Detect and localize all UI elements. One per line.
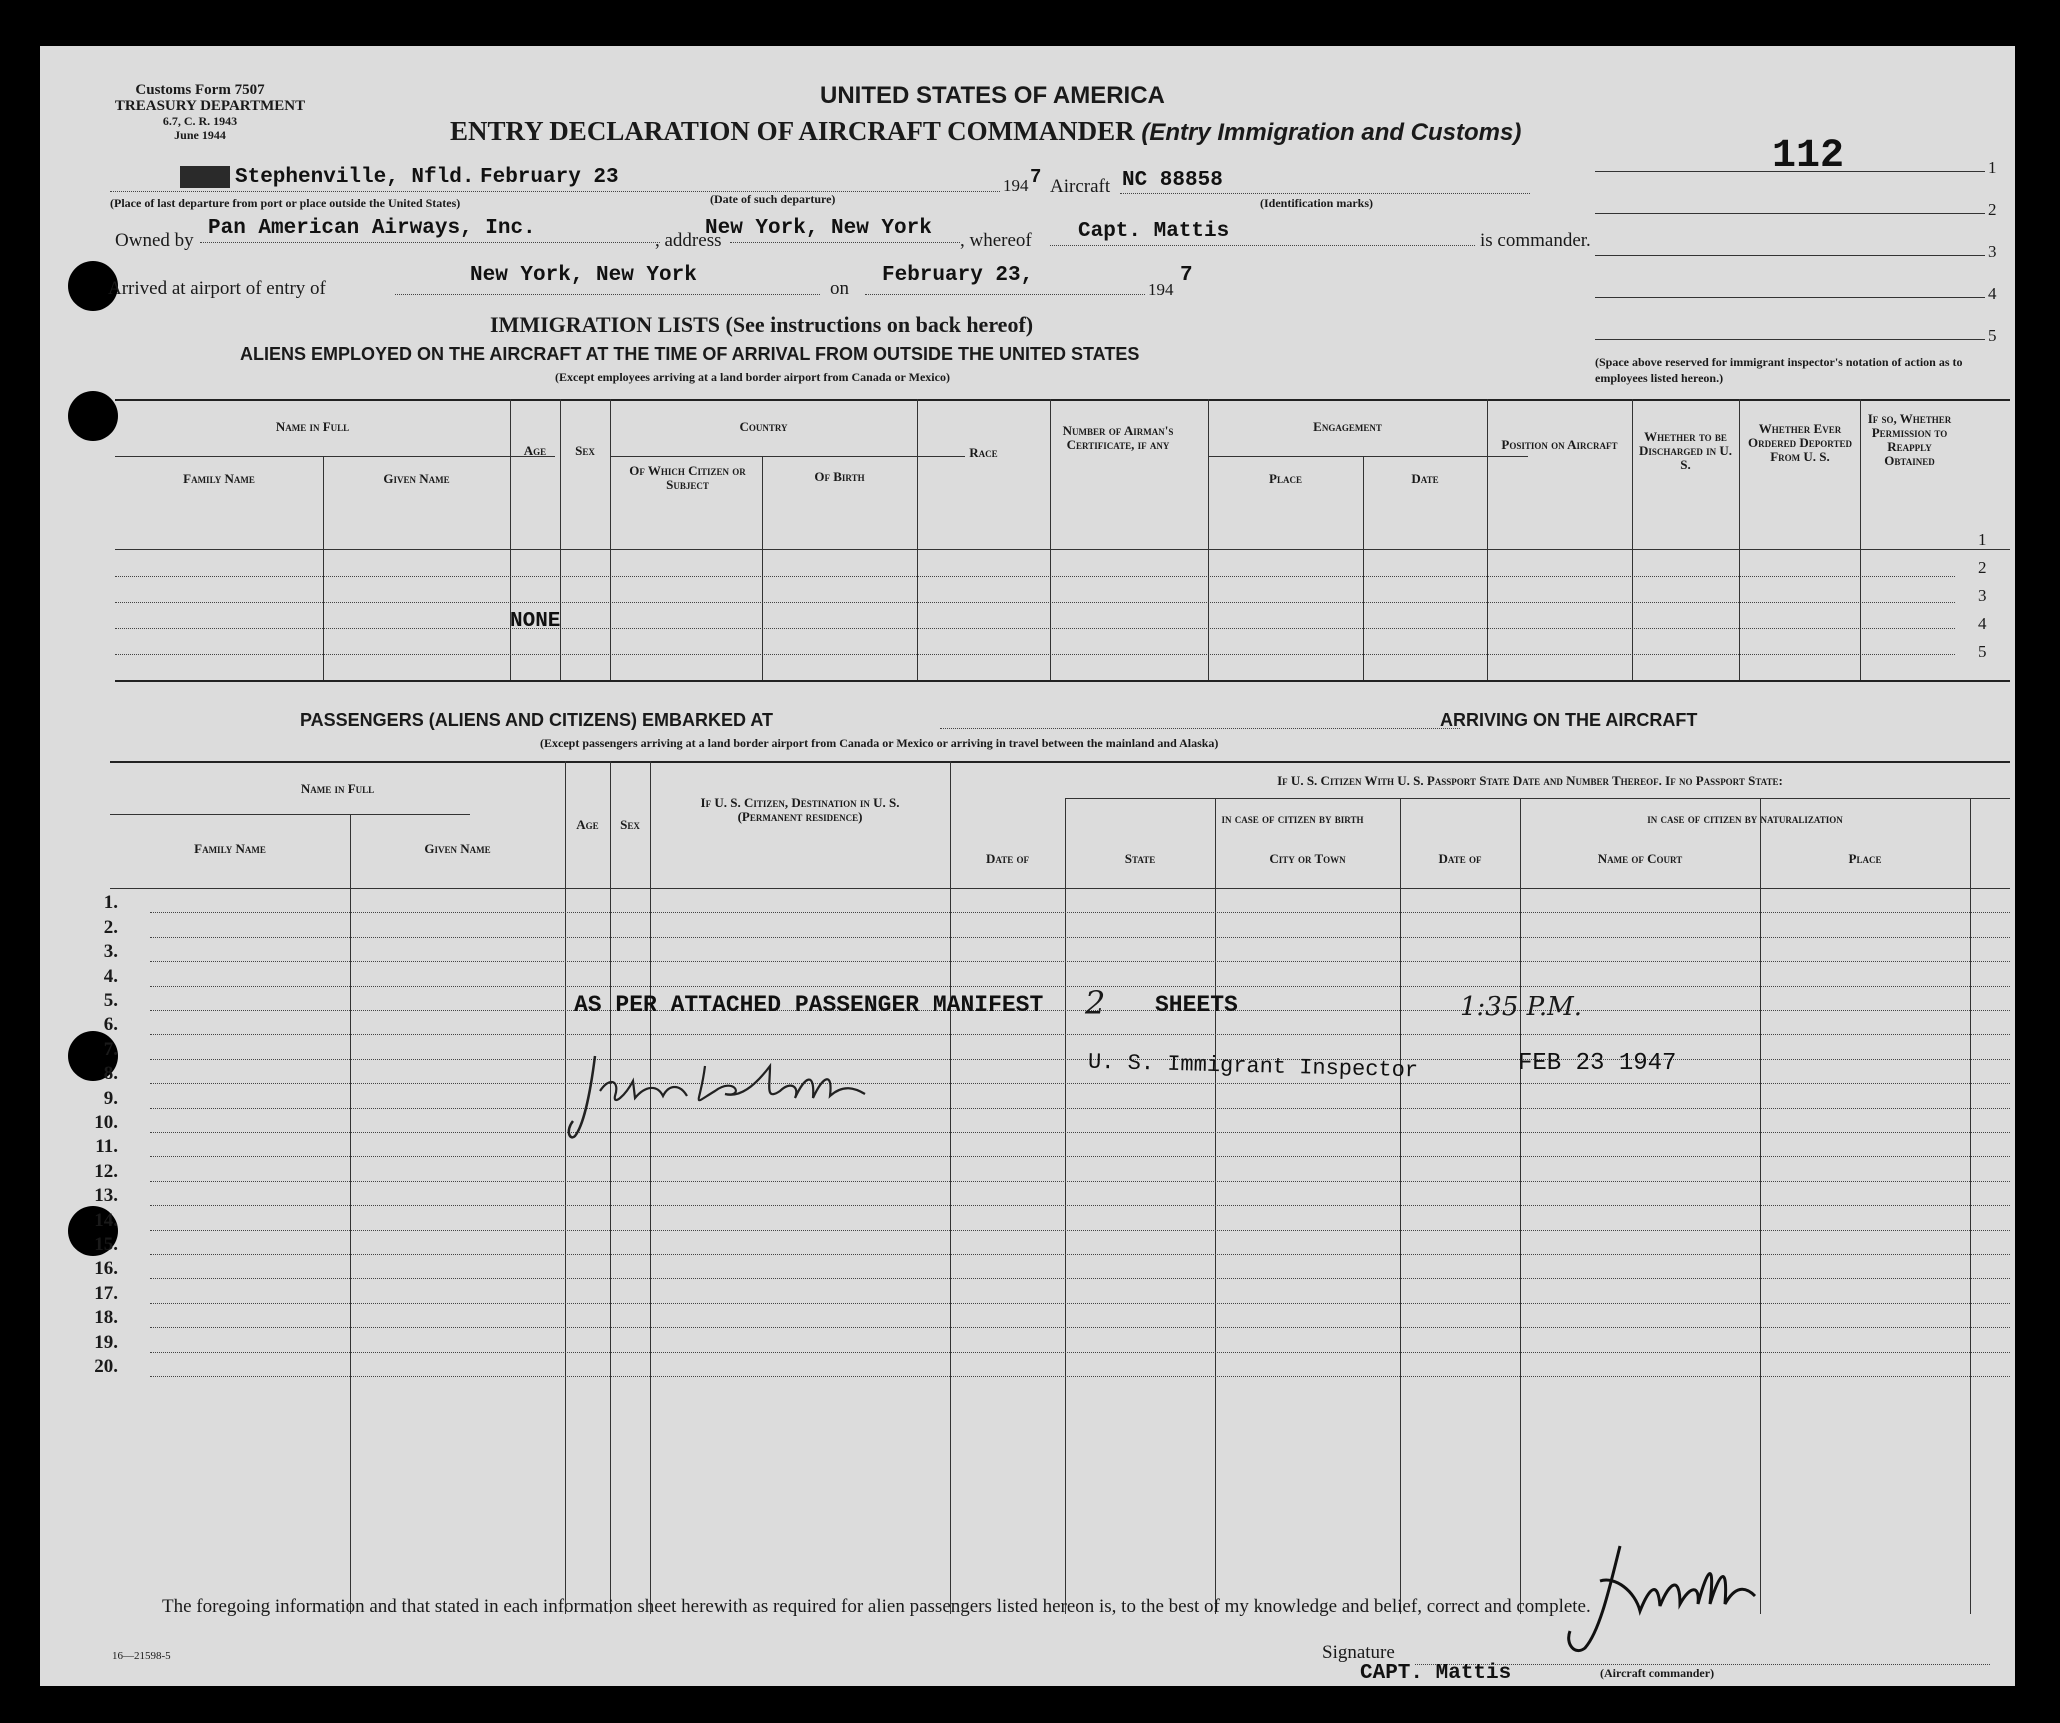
reserved-note: (Space above reserved for immigrant inspector's notation of action as to employees listed hereon.)	[1595, 355, 1963, 385]
arrival-year-digit: 7	[1180, 264, 1193, 287]
immigration-heading: IMMIGRATION LISTS (See instructions on back hereof)	[490, 312, 1034, 337]
pax-col-family-name: Family Name	[194, 841, 266, 856]
date-caption: (Date of such departure)	[710, 192, 836, 206]
passenger-row-line	[150, 1059, 2010, 1060]
passenger-row-number: 11.	[95, 1136, 118, 1158]
pax-col-city: City or Town	[1269, 851, 1346, 866]
col-sex: Sex	[575, 443, 595, 458]
pax-col-birth-date: Date of	[986, 851, 1029, 866]
col-engagement: Engagement	[1313, 419, 1382, 434]
passenger-row-line	[150, 1230, 2010, 1231]
marks-caption: (Identification marks)	[1260, 196, 1373, 210]
departure-date: February 23	[480, 166, 619, 189]
is-commander-label: is commander.	[1480, 230, 1591, 251]
crew-none-entry: NONE	[510, 610, 561, 633]
form-title	[450, 116, 1521, 147]
passenger-row-number: 4.	[103, 965, 118, 987]
departure-place: Stephenville, Nfld.	[235, 166, 475, 189]
pax-col-by-birth: in case of citizen by birth	[1221, 811, 1364, 826]
manifest-text: AS PER ATTACHED PASSENGER MANIFEST	[574, 992, 1044, 1018]
passenger-row-line	[150, 1303, 2010, 1304]
col-birth: Of Birth	[814, 469, 865, 484]
crew-row-number: 2	[1978, 558, 1987, 577]
footer-statement: The foregoing information and that stated in each information sheet herewith as required for alien passengers listed hereon is, to the best of my knowledge and belief, correct and complete.	[162, 1596, 1591, 1617]
col-given-name: Given Name	[383, 471, 450, 486]
passenger-row-line	[150, 1083, 2010, 1084]
form-cfr: 6.7, C. R. 1943	[162, 114, 238, 128]
pax-col-place: Place	[1848, 851, 1882, 866]
col-name-in-full: Name in Full	[275, 419, 350, 434]
passenger-row-number: 13.	[94, 1185, 118, 1207]
passenger-row-number: 8.	[103, 1063, 118, 1085]
col-engagement-place: Place	[1269, 471, 1302, 486]
passenger-row-line	[150, 937, 2010, 938]
pax-col-destination: If U. S. Citizen, Destination in U. S. (Permanent residence)	[700, 795, 900, 824]
manifest-sheets: SHEETS	[1155, 992, 1238, 1018]
col-engagement-date: Date	[1411, 471, 1439, 486]
inspector-stamp-date: FEB 23 1947	[1518, 1050, 1677, 1077]
immigration-note: (Except employees arriving at a land border airport from Canada or Mexico)	[555, 370, 950, 384]
handwritten-time: 1:35 P.M.	[1460, 992, 1583, 1022]
col-deported: Whether Ever Ordered Deported From U. S.	[1748, 421, 1852, 464]
passenger-row-number: 7.	[103, 1038, 118, 1060]
arrival-year-prefix: 194	[1148, 280, 1174, 299]
right-number: 1	[1988, 158, 1997, 177]
pax-col-age: Age	[576, 817, 599, 832]
passenger-row-line	[150, 1327, 2010, 1328]
pax-col-given-name: Given Name	[424, 841, 491, 856]
inspector-title: U. S. Immigrant Inspector	[1087, 1049, 1419, 1084]
aircraft-marks: NC 88858	[1122, 169, 1223, 192]
arrival-date: February 23,	[882, 264, 1034, 287]
col-age: Age	[523, 443, 547, 458]
whereof-label: , whereof	[960, 230, 1032, 251]
inspector-signature	[565, 1036, 895, 1146]
immigration-subheading: ALIENS EMPLOYED ON THE AIRCRAFT AT THE TIME OF ARRIVAL FROM OUTSIDE THE UNITED STATES	[240, 344, 1140, 364]
year-digit: 7	[1030, 166, 1042, 188]
passengers-heading-right: ARRIVING ON THE AIRCRAFT	[1440, 710, 1698, 730]
passenger-row-line	[150, 1010, 2010, 1011]
passenger-row-number: 18.	[94, 1307, 118, 1329]
commander: Capt. Mattis	[1078, 220, 1230, 243]
col-race: Race	[969, 445, 998, 460]
passenger-row-number: 6.	[103, 1014, 118, 1036]
passenger-row-line	[150, 1181, 2010, 1182]
passenger-row-number: 17.	[94, 1282, 118, 1304]
col-citizen-of: Of Which Citizen or Subject	[629, 463, 746, 492]
col-family-name: Family Name	[183, 471, 255, 486]
arrival-airport: New York, New York	[470, 264, 697, 287]
passenger-row-number: 20.	[94, 1356, 118, 1377]
right-number: 4	[1988, 284, 1997, 303]
passenger-row-line	[150, 1034, 2010, 1035]
passenger-row-number: 12.	[94, 1160, 118, 1182]
passenger-row-number: 2.	[103, 916, 118, 938]
passenger-row-line	[150, 912, 2010, 913]
manifest-count: 2	[1085, 984, 1106, 1022]
commander-signature	[1540, 1536, 1780, 1656]
form-page	[40, 46, 2015, 1686]
address: New York, New York	[705, 217, 932, 240]
passenger-row-line	[150, 1205, 2010, 1206]
aircraft-label: Aircraft	[1050, 176, 1111, 197]
passenger-row-number: 10.	[94, 1112, 118, 1133]
signature-label: Signature	[1322, 1642, 1395, 1663]
passenger-row-line	[150, 1132, 2010, 1133]
form-date: June 1944	[174, 128, 226, 142]
crew-row-number: 1	[1978, 530, 1987, 549]
passenger-row-number: 15.	[94, 1234, 118, 1255]
col-position: Position on Aircraft	[1501, 437, 1618, 452]
form-title-main: ENTRY DECLARATION OF AIRCRAFT COMMANDER	[450, 116, 1135, 146]
on-label: on	[830, 278, 849, 299]
signature-name: CAPT. Mattis	[1360, 1662, 1512, 1685]
passenger-row-number: 9.	[103, 1087, 118, 1109]
passenger-row-line	[150, 986, 2010, 987]
passenger-row-number: 19.	[94, 1331, 118, 1353]
passenger-row-number: 5.	[103, 990, 118, 1011]
pax-col-naturalization-date: Date of	[1438, 851, 1482, 866]
pax-col-by-naturalization: in case of citizen by naturalization	[1647, 811, 1843, 826]
passenger-row-line	[150, 1376, 2010, 1377]
crew-row-number: 3	[1978, 586, 1987, 605]
passenger-row-line	[150, 1352, 2010, 1353]
form-number-stamp: 112	[1772, 134, 1845, 179]
place-caption: (Place of last departure from port or place outside the United States)	[110, 196, 461, 210]
col-discharged: Whether to be Discharged in U. S.	[1638, 429, 1733, 472]
passenger-row-number: 14.	[94, 1209, 118, 1231]
passenger-row-number: 16.	[94, 1258, 118, 1280]
passenger-row-number: 3.	[103, 941, 118, 963]
owner: Pan American Airways, Inc.	[208, 217, 536, 240]
col-airman-cert: Number of Airman's Certificate, if any	[1062, 423, 1174, 452]
address-label: , address	[655, 230, 722, 251]
right-number: 3	[1988, 242, 1997, 261]
pax-col-court: Name of Court	[1597, 851, 1683, 866]
arrived-label: Arrived at airport of entry of	[108, 278, 326, 299]
passengers-note: (Except passengers arriving at a land border airport from Canada or Mexico or arriving in travel between the mainland and Alaska)	[540, 736, 1219, 750]
year-prefix: 194	[1003, 176, 1029, 195]
passenger-row-line	[150, 1254, 2010, 1255]
crew-row-number: 5	[1978, 642, 1987, 661]
passenger-row-line	[150, 961, 2010, 962]
passenger-row-number: 1.	[103, 892, 118, 914]
treasury-department: TREASURY DEPARTMENT	[114, 98, 306, 114]
country-title: UNITED STATES OF AMERICA	[820, 82, 1165, 109]
right-number: 5	[1988, 326, 1997, 345]
customs-form-number: Customs Form 7507	[135, 82, 265, 98]
passenger-row-line	[150, 1108, 2010, 1109]
right-number: 2	[1988, 200, 1997, 219]
owned-label: Owned by	[115, 230, 194, 251]
pax-col-name-in-full: Name in Full	[300, 781, 375, 796]
col-permission: If so, Whether Permission to Reapply Obtained	[1867, 411, 1952, 468]
punch-hole	[68, 391, 118, 441]
pax-col-sex: Sex	[620, 817, 640, 832]
pax-col-passport: If U. S. Citizen With U. S. Passport State Date and Number Thereof. If no Passport State:	[1277, 773, 1783, 788]
signature-caption: (Aircraft commander)	[1600, 1666, 1715, 1680]
passenger-row-line	[150, 1156, 2010, 1157]
form-title-paren: (Entry Immigration and Customs)	[1141, 119, 1522, 146]
crew-row-number: 4	[1978, 614, 1987, 633]
col-country: Country	[739, 419, 788, 434]
passengers-heading: PASSENGERS (ALIENS AND CITIZENS) EMBARKED AT	[300, 710, 774, 730]
pax-col-state: State	[1124, 851, 1156, 866]
passenger-row-line	[150, 1278, 2010, 1279]
bottom-code: 16—21598-5	[112, 1650, 171, 1662]
